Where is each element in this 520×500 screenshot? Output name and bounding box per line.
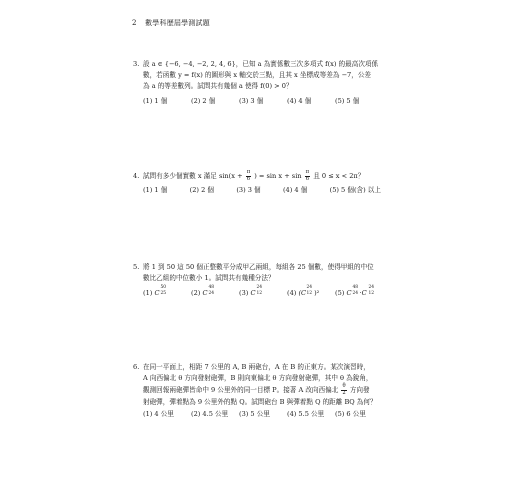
q4-option-4[interactable]: (4) 4 個 <box>282 186 308 195</box>
q6-option-3[interactable]: (3) 5 公里 <box>239 409 270 418</box>
q5-option-3-c: C <box>250 289 256 298</box>
q3-option-4[interactable]: (4) 4 個 <box>287 96 312 105</box>
q6-option-4[interactable]: (4) 5.5 公里 <box>287 409 325 418</box>
page-number: 2 <box>132 19 137 27</box>
q5-text-1: 將 1 到 50 這 50 個正整數平分成甲乙兩組，每組各 25 個數，使得甲組的中位 <box>143 263 374 271</box>
q5-option-2-sub: 24 <box>208 291 215 297</box>
q4-option-3[interactable]: (3) 3 個 <box>236 186 261 195</box>
q5-option-1-formula <box>154 285 167 299</box>
q4-frac1-den: 6 <box>246 175 251 182</box>
question-3 <box>133 59 381 107</box>
q5-option-1-label: (1) <box>143 289 153 298</box>
q4-number: 4. <box>133 172 140 181</box>
q4-frac1-num: π <box>246 169 251 175</box>
q6-frac-den: 2 <box>342 390 346 396</box>
q5-option-4-formula <box>298 285 320 299</box>
q6-line-2: A 向西偏北 θ 方向發射砲彈，B 則向東偏北 θ 方向發射砲彈，其中 θ 為銳角， <box>143 374 373 383</box>
q5-option-3-formula <box>250 285 263 299</box>
q4-frac2-den: 6 <box>305 175 310 182</box>
q3-line-1 <box>133 59 381 70</box>
q4-option-1[interactable]: (1) 1 個 <box>143 186 168 195</box>
question-5 <box>133 262 381 300</box>
question-6 <box>133 362 381 420</box>
q6-option-5[interactable]: (5) 6 公里 <box>335 409 366 418</box>
q5-option-1-c: C <box>154 289 160 298</box>
q5-option-5[interactable] <box>335 285 375 299</box>
q6-options <box>133 409 381 420</box>
q4-options <box>133 185 381 196</box>
q4-text-c: 且 0 ≤ x < 2π？ <box>313 172 365 181</box>
q5-option-5-sup-2: 24 <box>368 285 375 291</box>
q5-option-5-sub-2: 12 <box>368 291 375 297</box>
q3-number: 3. <box>133 60 140 68</box>
q3-option-2[interactable]: (2) 2 個 <box>191 96 216 105</box>
q5-option-5-c: C <box>346 289 352 298</box>
q3-line-3: 為 a 的等差數列。試問共有幾個 a 使得 f(0) > 0？ <box>143 82 293 91</box>
q5-option-5-sup-1: 48 <box>352 285 359 291</box>
q5-option-2-label: (2) <box>191 289 201 298</box>
q6-option-1[interactable]: (1) 4 公里 <box>143 409 174 418</box>
q5-option-4-c: (C <box>298 289 307 298</box>
q6-line-4: 射砲彈，彈着點為 9 公里外的點 Q。試問砲台 B 與彈着點 Q 的距離 BQ 為何？ <box>143 397 377 406</box>
q6-option-2[interactable]: (2) 4.5 公里 <box>191 409 229 418</box>
q5-option-2-sup: 48 <box>208 285 215 291</box>
q4-text-b: ) = sin x + sin <box>254 172 302 181</box>
q4-frac2-num: π <box>305 169 310 175</box>
q6-text-3: 觀測回報兩砲彈皆命中 9 公里外的同一目標 P。接著 A 改向西偏北 <box>143 386 339 395</box>
q4-option-2[interactable]: (2) 2 個 <box>189 186 214 195</box>
q5-option-4-sup: 24 <box>306 285 313 291</box>
page-header <box>132 18 210 28</box>
q5-option-4[interactable] <box>287 285 335 299</box>
q6-text-3b: 方向發 <box>349 386 370 395</box>
q5-option-5-formula-2 <box>359 285 375 299</box>
q6-text-1: 在同一平面上，相距 7 公里的 A, B 兩砲台，A 在 B 的正東方。某次演習時， <box>143 363 370 371</box>
header-title: 數學科歷屆學測試題 <box>145 19 210 27</box>
q3-line-2: 數，若函數 y = f(x) 的圖形與 x 軸交於三點，且其 x 坐標成等差為 −7，公差 <box>143 71 372 80</box>
question-4 <box>133 170 381 197</box>
q5-option-3-sub: 12 <box>256 291 263 297</box>
q5-option-2-c: C <box>202 289 208 298</box>
q5-option-5-sub-1: 24 <box>352 291 359 297</box>
q3-option-5[interactable]: (5) 5 個 <box>335 96 360 105</box>
q5-option-5-formula <box>346 285 359 299</box>
q5-options <box>133 285 381 299</box>
q6-line-1 <box>133 362 381 373</box>
q3-option-1[interactable]: (1) 1 個 <box>143 96 168 105</box>
q6-fraction <box>341 384 346 396</box>
q5-option-1-sub: 25 <box>160 291 167 297</box>
q3-text-1: 設 a ∈ {−6, −4, −2, 2, 4, 6}，已知 a 為實係數三次多項式 f(x) 的最高次項係 <box>143 60 379 68</box>
q3-option-3[interactable]: (3) 3 個 <box>239 96 264 105</box>
q4-text-a: 試問有多少個實數 x 滿足 sin(x + <box>143 172 243 181</box>
q5-option-4-sub: 12 <box>306 291 313 297</box>
q4-fraction-1 <box>246 170 251 182</box>
q6-line-3 <box>133 384 381 396</box>
q5-option-1-sup: 50 <box>160 285 167 291</box>
q5-option-3-sup: 24 <box>256 285 263 291</box>
q5-option-4-label: (4) <box>287 289 297 298</box>
q5-line-1 <box>133 262 381 273</box>
q5-option-2[interactable] <box>191 285 239 299</box>
q4-fraction-2 <box>305 170 310 182</box>
q4-line-1 <box>133 170 381 182</box>
q5-line-2: 數比乙組的中位數小 1。試問共有幾種分法？ <box>143 274 275 283</box>
q6-frac-num: θ <box>342 383 346 390</box>
q5-option-2-formula <box>202 285 215 299</box>
q5-option-1[interactable] <box>143 285 191 299</box>
q5-option-3[interactable] <box>239 285 287 299</box>
q5-option-5-label: (5) <box>335 289 345 298</box>
q4-option-5[interactable]: (5) 5 個(含) 以上 <box>329 186 381 195</box>
q5-option-5-c2: ·C <box>359 289 367 298</box>
q5-number: 5. <box>133 263 140 271</box>
q5-option-3-label: (3) <box>239 289 249 298</box>
q6-number: 6. <box>133 363 140 371</box>
q5-option-4-extra: )² <box>314 289 320 298</box>
q3-options <box>133 96 381 107</box>
